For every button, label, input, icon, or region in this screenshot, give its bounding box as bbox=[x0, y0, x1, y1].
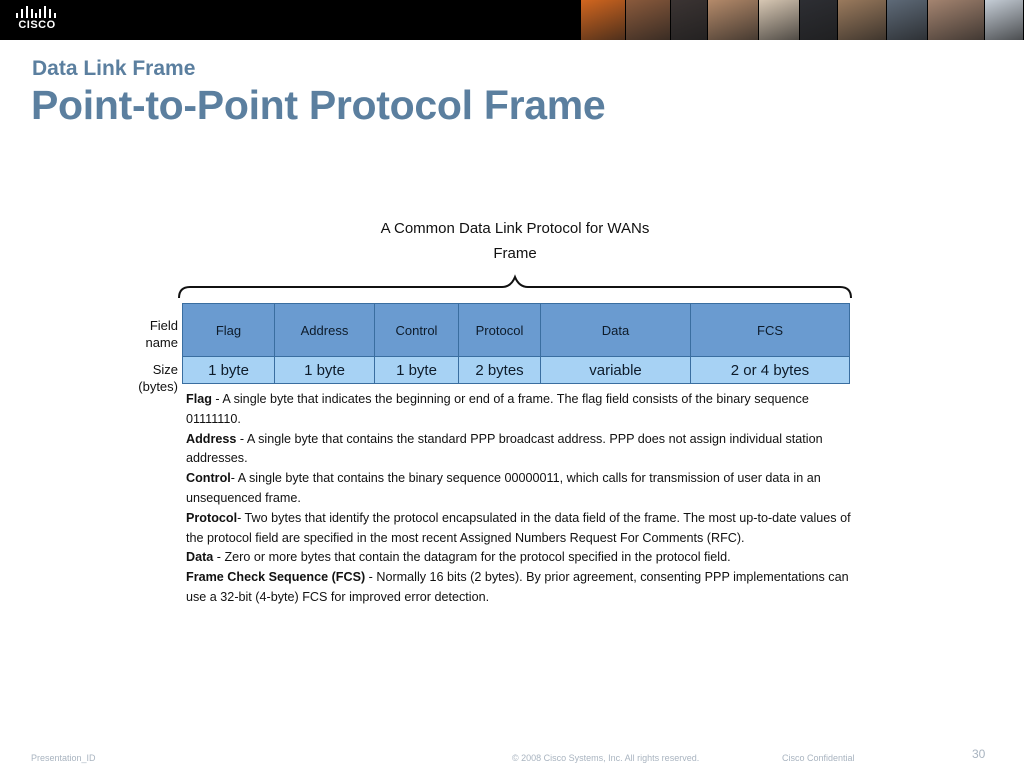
header-photo bbox=[759, 0, 799, 40]
diagram-caption: A Common Data Link Protocol for WANs bbox=[380, 220, 650, 237]
field-name-cell: Address bbox=[275, 304, 375, 357]
description-term: Flag bbox=[186, 392, 212, 406]
row-label-line: name bbox=[145, 335, 178, 350]
description-term: Control bbox=[186, 471, 231, 486]
description-text: - Normally 16 bits (2 bytes). By prior agreement, consenting PPP implementations can use a 32-bit (4-byte) FCS for improved error detection. bbox=[186, 570, 849, 604]
description-term: Data bbox=[186, 550, 214, 565]
field-size-cell: 1 byte bbox=[183, 357, 275, 384]
frame-structure-table bbox=[182, 303, 850, 384]
footer-presentation-id: Presentation_ID bbox=[31, 753, 96, 763]
header-band bbox=[0, 0, 1024, 40]
header-photo bbox=[671, 0, 707, 40]
footer-copyright: © 2008 Cisco Systems, Inc. All rights reserved. bbox=[512, 753, 700, 763]
description-text: - Zero or more bytes that contain the datagram for the protocol specified in the protocol field. bbox=[213, 550, 731, 565]
description-text: - Two bytes that identify the protocol encapsulated in the data field of the frame. The most up-to-date values of the protocol field are specified in the most recent Assigned Numbers Request For Comments (RFC). bbox=[186, 510, 851, 545]
field-name-cell: Data bbox=[541, 304, 691, 357]
description-text: - A single byte that contains the standard PPP broadcast address. PPP does not assign individual station addresses. bbox=[186, 431, 823, 466]
footer-page-number: 30 bbox=[972, 747, 986, 761]
header-photo bbox=[708, 0, 758, 40]
field-size-cell: 2 or 4 bytes bbox=[691, 357, 850, 384]
description-address bbox=[186, 430, 856, 470]
description-data bbox=[186, 548, 856, 568]
header-photo bbox=[838, 0, 886, 40]
field-size-row bbox=[183, 357, 850, 384]
header-photo bbox=[928, 0, 984, 40]
field-name-cell: Protocol bbox=[459, 304, 541, 357]
field-name-cell: Control bbox=[375, 304, 459, 357]
footer-confidential: Cisco Confidential bbox=[782, 753, 855, 763]
description-text: - A single byte that indicates the beginning or end of a frame. The flag field consists of the binary sequence 01111110. bbox=[186, 392, 809, 426]
cisco-logo bbox=[14, 6, 60, 34]
field-size-cell: variable bbox=[541, 357, 691, 384]
description-flag bbox=[186, 390, 856, 430]
cisco-logo-text: CISCO bbox=[18, 19, 56, 31]
field-name-row bbox=[183, 304, 850, 357]
description-control bbox=[186, 469, 856, 509]
row-label-line: Size bbox=[152, 362, 178, 377]
field-name-cell: FCS bbox=[691, 304, 850, 357]
description-protocol bbox=[186, 509, 856, 549]
row-label-size bbox=[120, 361, 178, 395]
description-term: Address bbox=[186, 431, 237, 446]
header-photo bbox=[626, 0, 670, 40]
field-size-cell: 2 bytes bbox=[459, 357, 541, 384]
cisco-bridge-icon bbox=[15, 6, 57, 19]
section-title: Data Link Frame bbox=[32, 57, 196, 80]
row-label-field-name bbox=[120, 317, 178, 351]
frame-brace bbox=[176, 266, 854, 302]
description-fcs bbox=[186, 568, 856, 608]
description-text: - A single byte that contains the binary sequence 00000011, which calls for transmission of user data in an unsequenced frame. bbox=[186, 471, 821, 505]
field-size-cell: 1 byte bbox=[275, 357, 375, 384]
header-photo bbox=[985, 0, 1023, 40]
row-label-line: Field bbox=[149, 318, 178, 333]
slide-title: Point-to-Point Protocol Frame bbox=[31, 82, 606, 128]
description-term: Protocol bbox=[186, 510, 238, 525]
header-photo bbox=[887, 0, 927, 40]
header-photo bbox=[581, 0, 625, 40]
description-term: Frame Check Sequence (FCS) bbox=[186, 570, 366, 585]
field-size-cell: 1 byte bbox=[375, 357, 459, 384]
row-label-line: (bytes) bbox=[138, 379, 178, 394]
field-name-cell: Flag bbox=[183, 304, 275, 357]
field-descriptions bbox=[186, 390, 856, 608]
frame-label: Frame bbox=[493, 245, 537, 262]
photo-strip bbox=[581, 0, 1024, 40]
header-photo bbox=[800, 0, 838, 40]
